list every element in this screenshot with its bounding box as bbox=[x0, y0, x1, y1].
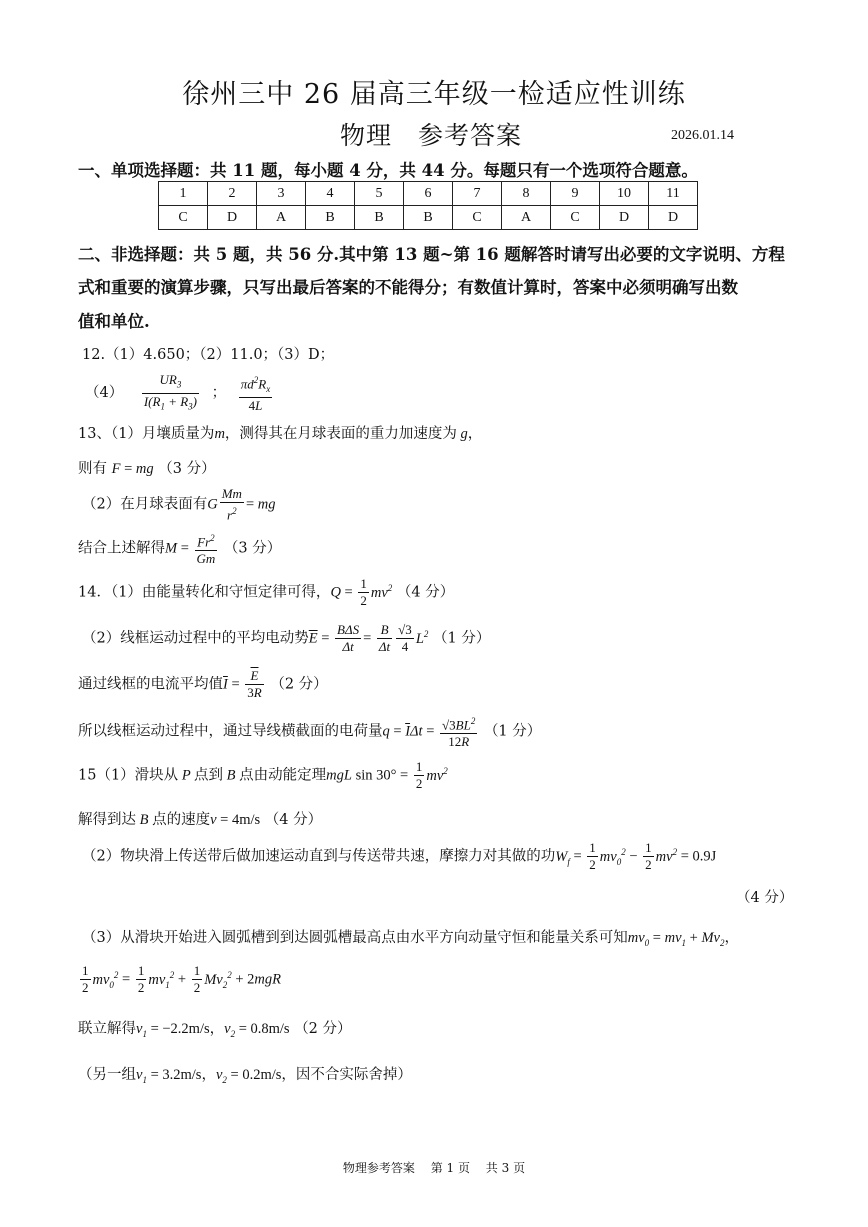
q15-line1-text: 15（1）滑块从 bbox=[78, 767, 179, 784]
answer-cell: D bbox=[649, 206, 698, 230]
q14-line1: 14．（1）由能量转化和守恒定律可得，Q = $\frac{1}{2}$ $mv^2$ （4 分） bbox=[78, 576, 455, 608]
page-footer: 物理参考答案 第 1 页 共 3 页 bbox=[342, 1161, 526, 1175]
question-number-cell: 5 bbox=[355, 182, 404, 206]
answer-cell: D bbox=[208, 206, 257, 230]
q13-gravity-fraction: $\frac{Mm}{r^2}$ bbox=[221, 486, 242, 523]
q14-line2-text: （2）线框运动过程中的平均电动势 bbox=[82, 630, 309, 647]
answer-cell: C bbox=[453, 206, 502, 230]
answer-cell: D bbox=[600, 206, 649, 230]
q13-eq-force: F bbox=[111, 461, 121, 477]
q12-separator: ； bbox=[211, 385, 227, 402]
q14-line4: 所以线框运动过程中，通过导线横截面的电荷量$q = \overline{I}\Delta t$ = $\frac{√3BL^2}{12R}$ （1 分） bbox=[78, 713, 541, 750]
question-number-cell: 1 bbox=[159, 182, 208, 206]
q15-line5: $\frac{1}{2}$ $mv_0^2$ = $\frac{1}{2}$ $mv_1^2$ + $\frac{1}{2}$ $Mv_2^2 + 2mgR$ bbox=[82, 963, 282, 995]
section2-heading-line2: 式和重要的演算步骤，只写出最后答案的不能得分；有数值计算时，答案中必须明确写出数 bbox=[78, 278, 738, 297]
q14-line4-score: （1 分） bbox=[483, 723, 542, 740]
q13-line2-score: （3 分） bbox=[158, 461, 216, 477]
q13-line1-text-b: ，测得其在月球表面的重力加速度为 bbox=[224, 426, 457, 442]
question-number-cell: 11 bbox=[649, 182, 698, 206]
q13-line4-score: （3 分） bbox=[223, 540, 282, 557]
q14-line1-text: 14．（1）由能量转化和守恒定律可得， bbox=[78, 584, 331, 601]
answer-cell: A bbox=[502, 206, 551, 230]
q13-line3: （2）在月球表面有G $\frac{Mm}{r^2}$ = mg bbox=[82, 486, 276, 523]
question-number-cell: 9 bbox=[551, 182, 600, 206]
q14-charge-fraction: $\frac{√3BL^2}{12R}$ bbox=[440, 713, 477, 750]
q14-line1-score: （4 分） bbox=[396, 584, 455, 601]
answer-cell: C bbox=[551, 206, 600, 230]
q15-energy-fraction-2: $\frac{1}{2}$ bbox=[137, 963, 145, 995]
q12-line1: 12.（1）4.650；（2）11.0；（3）D； bbox=[82, 347, 335, 363]
q15-line6-text: 联立解得 bbox=[78, 1021, 136, 1037]
q13-mass-fraction: $\frac{Fr^2}{Gm}$ bbox=[195, 530, 218, 567]
q12-part4-label: （4） bbox=[85, 385, 124, 402]
q15-work-fraction-1: $\frac{1}{2}$ bbox=[589, 840, 596, 872]
page-title: 徐州三中 26 届高三年级一检适应性训练 bbox=[182, 79, 686, 110]
q12-formula-1: $\frac{UR_3}{I(R_1 + R_3)}$ bbox=[143, 372, 198, 412]
q15-line6: 联立解得$v_1 = -2.2m/s$，$v_2 = 0.8m/s$ （2 分） bbox=[78, 1021, 352, 1039]
q15-line4-text: （3）从滑块开始进入圆弧槽到到达圆弧槽最高点由水平方向动量守恒和能量关系可知 bbox=[82, 930, 628, 946]
q13-line1: 13、（1）月壤质量为m，测得其在月球表面的重力加速度为 g， bbox=[78, 426, 483, 442]
q15-line2: 解得到达 B 点的速度v = 4m/s （4 分） bbox=[78, 812, 323, 828]
q15-line3-score: （4 分） bbox=[736, 890, 794, 906]
q14-line2-score: （1 分） bbox=[433, 630, 491, 647]
q13-line3-text: （2）在月球表面有 bbox=[82, 496, 208, 513]
section1-heading: 一、单项选择题：共 11 题，每小题 4 分，共 44 分。每题只有一个选项符合题意。 bbox=[78, 161, 698, 180]
question-number-cell: 8 bbox=[502, 182, 551, 206]
q13-line1-text: 13、（1）月壤质量为 bbox=[78, 426, 215, 442]
q13-line4: 结合上述解得M = $\frac{Fr^2}{Gm}$ （3 分） bbox=[78, 530, 281, 567]
answer-cell: C bbox=[159, 206, 208, 230]
q15-work-fraction-2: $\frac{1}{2}$ bbox=[645, 840, 652, 872]
q15-kinetic-fraction: $\frac{1}{2}$ bbox=[415, 759, 423, 791]
q14-emf-fraction-1: $\frac{\text{BΔS}}{\Delta t}$ bbox=[337, 622, 360, 654]
q15-line1: 15（1）滑块从 P 点到 B 点由动能定理mgL sin 30° = $\frac{1}{2}$ $mv^2$ bbox=[78, 759, 448, 791]
question-number-cell: 6 bbox=[404, 182, 453, 206]
q13-line1-text-c: ， bbox=[467, 426, 483, 442]
q15-line1-text-b: 点到 bbox=[194, 767, 224, 784]
q14-line2: （2）线框运动过程中的平均电动势$\overline{E}$ = $\frac{\text{BΔS}}{\Delta t}$ = $\frac{B}{\Delta t}$ $\frac{√3}{4}$ $L^2$ （1 分） bbox=[82, 622, 491, 654]
question-number-cell: 4 bbox=[306, 182, 355, 206]
q15-line3: （2）物块滑上传送带后做加速运动直到与传送带共速，摩擦力对其做的功$W_f$ = $\frac{1}{2}$ $mv_0^2$ − $\frac{1}{2}$ $mv^2 = 0.9J$ bbox=[82, 840, 717, 872]
q15-line2-score: （4 分） bbox=[264, 812, 323, 828]
section2-heading-line1: 二、非选择题：共 5 题，共 56 分.其中第 13 题~第 16 题解答时请写出必要的文字说明、方程 bbox=[78, 245, 785, 264]
q14-current-fraction: $\frac{\overline{E}}{3R}$ bbox=[247, 668, 262, 700]
q14-half-fraction: $\frac{1}{2}$ bbox=[360, 576, 367, 608]
q13-line4-text: 结合上述解得 bbox=[78, 540, 165, 557]
q14-emf-fraction-2: $\frac{B}{\Delta t}$ bbox=[378, 622, 391, 654]
exam-date: 2026.01.14 bbox=[671, 128, 734, 143]
answer-table-answer-row bbox=[159, 206, 698, 230]
q14-line3-score: （2 分） bbox=[270, 676, 328, 693]
answer-table bbox=[158, 181, 698, 230]
q15-line7-text: （另一组 bbox=[78, 1067, 136, 1083]
q15-line1-text-c: 点由动能定理 bbox=[239, 767, 327, 784]
question-number-cell: 10 bbox=[600, 182, 649, 206]
q14-line3-text: 通过线框的电流平均值 bbox=[78, 676, 223, 693]
q15-line4: （3）从滑块开始进入圆弧槽到到达圆弧槽最高点由水平方向动量守恒和能量关系可知$mv_0 = mv_1 + Mv_2$， bbox=[82, 930, 739, 948]
answer-cell: B bbox=[404, 206, 453, 230]
question-number-cell: 7 bbox=[453, 182, 502, 206]
question-number-cell: 3 bbox=[257, 182, 306, 206]
q15-line2-text: 解得到达 bbox=[78, 812, 136, 828]
answer-cell: A bbox=[257, 206, 306, 230]
q15-energy-fraction-1: $\frac{1}{2}$ bbox=[82, 963, 89, 995]
q15-energy-fraction-3: $\frac{1}{2}$ bbox=[193, 963, 201, 995]
answer-table-number-row bbox=[159, 182, 698, 206]
q14-line3: 通过线框的电流平均值$\overline{I}$ = $\frac{\overline{E}}{3R}$ （2 分） bbox=[78, 668, 328, 700]
q12-formula-2: $\frac{\pi d^2R_x}{4L}$ bbox=[239, 372, 272, 414]
answer-cell: B bbox=[306, 206, 355, 230]
q14-emf-fraction-3: $\frac{√3}{4}$ bbox=[398, 622, 412, 654]
q12-part4 bbox=[85, 372, 274, 414]
page-subtitle: 物理 参考答案 bbox=[340, 121, 523, 150]
question-number-cell: 2 bbox=[208, 182, 257, 206]
section2-heading-line3: 值和单位. bbox=[78, 312, 150, 331]
q15-line7: （另一组$v_1 = 3.2m/s$，$v_2 = 0.2m/s$，因不合实际舍掉） bbox=[78, 1067, 412, 1085]
q15-line2-text-b: 点的速度 bbox=[152, 812, 211, 828]
q13-line2-text: 则有 bbox=[78, 461, 107, 477]
q15-line6-score: （2 分） bbox=[294, 1021, 352, 1037]
answer-cell: B bbox=[355, 206, 404, 230]
q13-line2: 则有 F = mg （3 分） bbox=[78, 461, 216, 477]
q14-line4-text: 所以线框运动过程中，通过导线横截面的电荷量 bbox=[78, 723, 383, 740]
q15-line7-end: ，因不合实际舍掉） bbox=[281, 1067, 412, 1083]
q15-line3-text: （2）物块滑上传送带后做加速运动直到与传送带共速，摩擦力对其做的功 bbox=[82, 848, 556, 865]
